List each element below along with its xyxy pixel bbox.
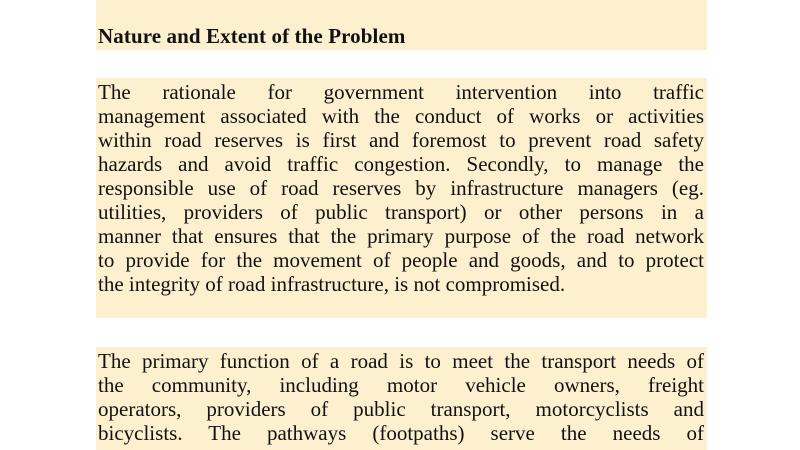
paragraph-2 (98, 349, 704, 445)
paragraph-1-line: responsible use of road reserves by infrastructure managers (eg. (98, 176, 704, 200)
paragraph-1-line: The rationale for government intervention into traffic (98, 80, 704, 104)
section-heading: Nature and Extent of the Problem (98, 24, 406, 48)
paragraph-1-line: within road reserves is first and foremost to prevent road safety (98, 128, 704, 152)
paragraph-1-line: manner that ensures that the primary purpose of the road network (98, 224, 704, 248)
paragraph-1-line: management associated with the conduct of works or activities (98, 104, 704, 128)
paragraph-2-line: operators, providers of public transport, motorcyclists and (98, 397, 704, 421)
paragraph-1-line: the integrity of road infrastructure, is not compromised. (98, 272, 566, 296)
paragraph-2-line: The primary function of a road is to meet the transport needs of (98, 349, 704, 373)
paragraph-1 (98, 80, 704, 296)
paragraph-1-line: utilities, providers of public transport) or other persons in a (98, 200, 704, 224)
paragraph-1-line: hazards and avoid traffic congestion. Secondly, to manage the (98, 152, 704, 176)
paragraph-1-line: to provide for the movement of people and goods, and to protect (98, 248, 704, 272)
paragraph-2-line: the community, including motor vehicle owners, freight (98, 373, 704, 397)
paragraph-2-line: bicyclists. The pathways (footpaths) serve the needs of (98, 421, 704, 445)
